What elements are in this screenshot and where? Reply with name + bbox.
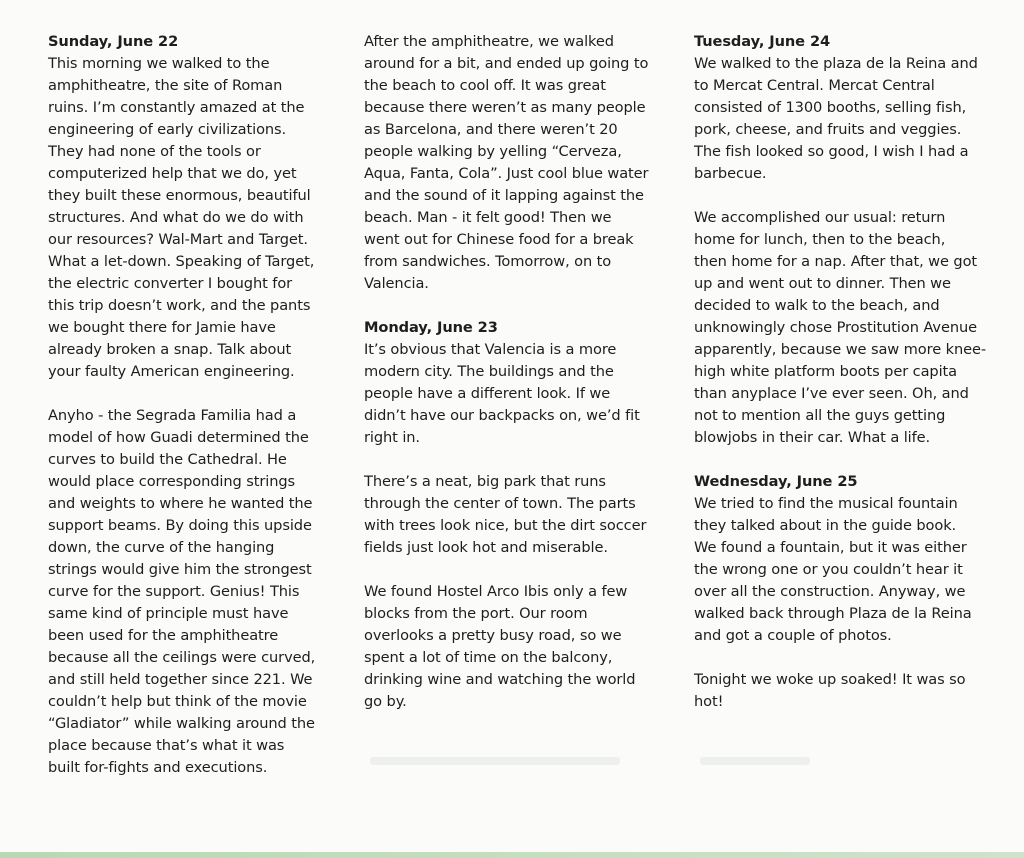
text-line: spent a lot of time on the balcony, [364, 649, 613, 666]
text-line: pork, cheese, and fruits and veggies. [694, 121, 962, 138]
text-line: our resources? Wal-Mart and Target. [48, 231, 308, 248]
text-line: than anyplace I’ve ever seen. Oh, and [694, 385, 969, 402]
text-line: built for-fights and executions. [48, 759, 268, 776]
text-line: engineering of early civilizations. [48, 121, 287, 138]
text-line: blocks from the port. Our room [364, 605, 588, 622]
text-line: The fish looked so good, I wish I had a [694, 143, 969, 160]
text-line: the electric converter I bought for [48, 275, 293, 292]
text-line: as Barcelona, and there weren’t 20 [364, 121, 618, 138]
text-line: from sandwiches. Tomorrow, on to [364, 253, 612, 270]
paragraph-spacer [48, 383, 338, 405]
text-line: through the center of town. The parts [364, 495, 636, 512]
text-line: curve for the support. Genius! This [48, 583, 300, 600]
text-line: structures. And what do we do with [48, 209, 304, 226]
text-line: then home for a nap. After that, we got [694, 253, 978, 270]
text-line: blowjobs in their car. What a life. [694, 429, 931, 446]
text-line: “Gladiator” while walking around the [48, 715, 315, 732]
text-line: What a let-down. Speaking of Target, [48, 253, 315, 270]
text-line: decided to walk to the beach, and [694, 297, 940, 314]
paragraph-spacer [364, 559, 669, 581]
entry-paragraph [694, 669, 992, 713]
faint-bleed-through [700, 757, 810, 765]
text-line: couldn’t help but think of the movie [48, 693, 307, 710]
text-line: down, the curve of the hanging [48, 539, 275, 556]
text-line: already broken a snap. Talk about [48, 341, 292, 358]
entry-paragraph [694, 493, 992, 647]
journal-entry [48, 31, 338, 779]
column-1 [48, 31, 338, 779]
text-line: We tried to find the musical fountain [694, 495, 958, 512]
text-line: because all the ceilings were curved, [48, 649, 316, 666]
text-line: not to mention all the guys getting [694, 407, 946, 424]
text-line: to Mercat Central. Mercat Central [694, 77, 935, 94]
text-line: and got a couple of photos. [694, 627, 892, 644]
page-bottom-edge [0, 852, 1024, 858]
text-line: your faulty American engineering. [48, 363, 295, 380]
text-line: hot! [694, 693, 724, 710]
text-line: home for lunch, then to the beach, [694, 231, 946, 248]
text-line: and the sound of it lapping against the [364, 187, 644, 204]
column-2 [364, 31, 669, 713]
text-line: around for a bit, and ended up going to [364, 55, 649, 72]
faint-bleed-through [370, 757, 620, 765]
text-line: drinking wine and watching the world [364, 671, 636, 688]
text-line: computerized help that we do, yet [48, 165, 297, 182]
text-line: Aqua, Fanta, Cola”. Just cool blue water [364, 165, 649, 182]
entry-paragraph [364, 339, 669, 449]
text-line: model of how Guadi determined the [48, 429, 309, 446]
text-line: walked back through Plaza de la Reina [694, 605, 972, 622]
text-line: they built these enormous, beautiful [48, 187, 311, 204]
text-line: barbecue. [694, 165, 767, 182]
text-line: Valencia. [364, 275, 429, 292]
text-line: this trip doesn’t work, and the pants [48, 297, 311, 314]
column-3 [694, 31, 992, 713]
text-line: support beams. By doing this upside [48, 517, 312, 534]
text-line: didn’t have our backpacks on, we’d fit [364, 407, 640, 424]
entry-spacer [364, 295, 669, 317]
text-line: up and went out to dinner. Then we [694, 275, 951, 292]
text-line: with trees look nice, but the dirt soccer [364, 517, 647, 534]
text-line: people have a different look. If we [364, 385, 611, 402]
text-line: Anyho - the Segrada Familia had a [48, 407, 297, 424]
text-line: Tonight we woke up soaked! It was so [694, 671, 966, 688]
journal-entry [694, 31, 992, 449]
text-line: unknowingly chose Prostitution Avenue [694, 319, 978, 336]
text-line: overlooks a pretty busy road, so we [364, 627, 622, 644]
text-line: We walked to the plaza de la Reina and [694, 55, 978, 72]
entry-paragraph [364, 581, 669, 713]
text-line: modern city. The buildings and the [364, 363, 614, 380]
text-line: They had none of the tools or [48, 143, 261, 160]
text-line: people walking by yelling “Cerveza, [364, 143, 622, 160]
text-line: There’s a neat, big park that runs [364, 473, 606, 490]
text-line: same kind of principle must have [48, 605, 289, 622]
text-line: been used for the amphitheatre [48, 627, 279, 644]
journal-entry [364, 31, 669, 295]
entry-date-heading: Wednesday, June 25 [694, 473, 858, 490]
paragraph-spacer [694, 185, 992, 207]
text-line: and weights to where he wanted the [48, 495, 313, 512]
text-line: beach. Man - it felt good! Then we [364, 209, 612, 226]
text-line: curves to build the Cathedral. He [48, 451, 287, 468]
text-line: strings would give him the strongest [48, 561, 312, 578]
entry-paragraph [364, 471, 669, 559]
text-line: we bought there for Jamie have [48, 319, 276, 336]
entry-paragraph [48, 405, 338, 779]
journal-entry [364, 317, 669, 713]
text-line: and still held together since 221. We [48, 671, 313, 688]
text-line: go by. [364, 693, 407, 710]
text-line: went out for Chinese food for a break [364, 231, 634, 248]
text-line: over all the construction. Anyway, we [694, 583, 966, 600]
journal-entry [694, 471, 992, 713]
text-line: because there weren’t as many people [364, 99, 646, 116]
text-line: the beach to cool off. It was great [364, 77, 606, 94]
text-line: would place corresponding strings [48, 473, 296, 490]
text-line: This morning we walked to the [48, 55, 270, 72]
text-line: We found a fountain, but it was either [694, 539, 967, 556]
text-line: place because that’s what it was [48, 737, 285, 754]
text-line: We accomplished our usual: return [694, 209, 946, 226]
entry-paragraph [694, 53, 992, 185]
text-line: fields just look hot and miserable. [364, 539, 608, 556]
text-line: the wrong one or you couldn’t hear it [694, 561, 963, 578]
text-line: amphitheatre, the site of Roman [48, 77, 283, 94]
entry-date-heading: Tuesday, June 24 [694, 33, 831, 50]
text-line: high white platform boots per capita [694, 363, 957, 380]
entry-date-heading: Monday, June 23 [364, 319, 498, 336]
text-line: right in. [364, 429, 420, 446]
entry-paragraph [364, 31, 669, 295]
entry-date-heading: Sunday, June 22 [48, 33, 179, 50]
text-line: After the amphitheatre, we walked [364, 33, 614, 50]
text-line: ruins. I’m constantly amazed at the [48, 99, 305, 116]
text-line: It’s obvious that Valencia is a more [364, 341, 617, 358]
text-line: consisted of 1300 booths, selling fish, [694, 99, 967, 116]
paragraph-spacer [694, 647, 992, 669]
paragraph-spacer [364, 449, 669, 471]
text-line: they talked about in the guide book. [694, 517, 957, 534]
entry-paragraph [48, 53, 338, 383]
entry-spacer [694, 449, 992, 471]
entry-paragraph [694, 207, 992, 449]
text-line: We found Hostel Arco Ibis only a few [364, 583, 628, 600]
text-line: apparently, because we saw more knee- [694, 341, 987, 358]
